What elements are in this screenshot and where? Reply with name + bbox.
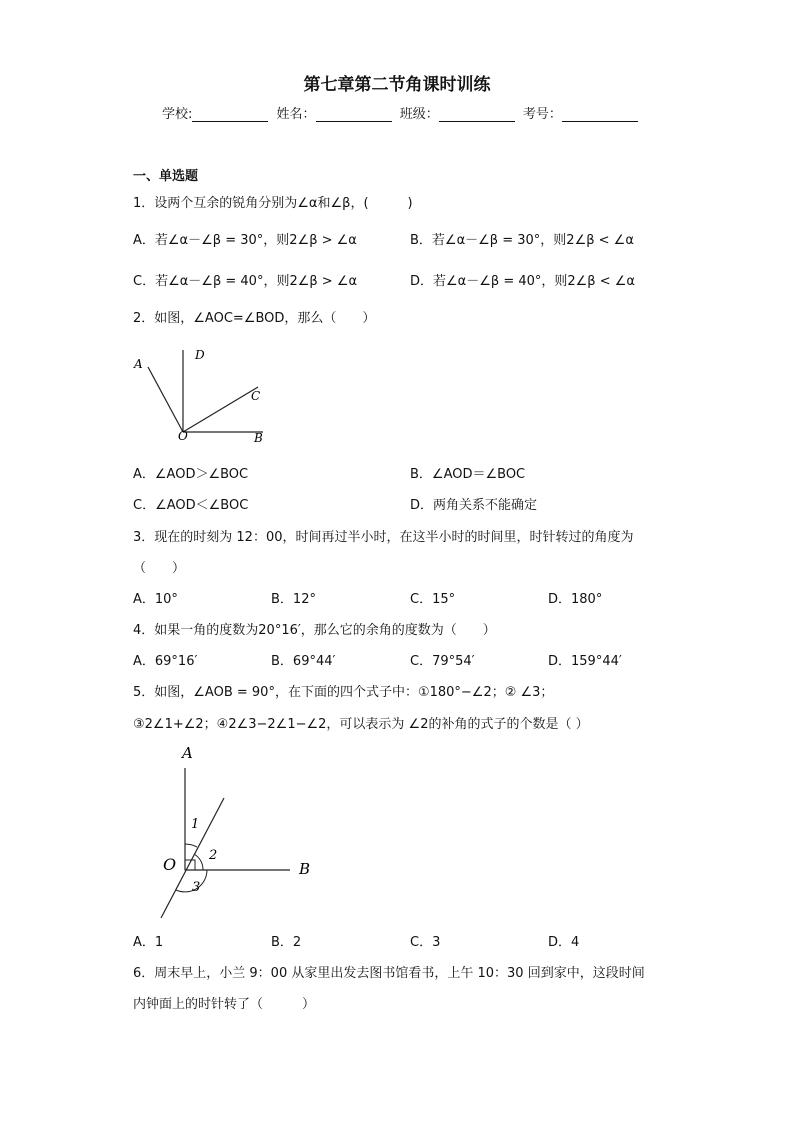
q4-option-d[interactable]: D．159°44′ bbox=[548, 654, 622, 669]
q5-label-3: 3 bbox=[192, 880, 201, 895]
q2-label-o: O bbox=[178, 429, 188, 443]
question-5-stem-line2: ③2∠1+∠2；④2∠3−2∠1−∠2，可以表示为 ∠2的补角的式子的个数是（ ） bbox=[133, 717, 589, 732]
q5-label-a: A bbox=[182, 744, 193, 762]
q5-label-2: 2 bbox=[209, 848, 218, 863]
question-5-stem-line1: 5．如图，∠AOB = 90°，在下面的四个式子中：①180°−∠2；② ∠3； bbox=[133, 685, 554, 700]
q1-option-b[interactable]: B．若∠α－∠β = 30°，则2∠β < ∠α bbox=[410, 233, 634, 248]
question-3-stem-line1: 3．现在的时刻为 12：00，时间再过半小时，在这半小时的时间里，时针转过的角度为 bbox=[133, 530, 634, 545]
q5-option-a[interactable]: A．1 bbox=[133, 935, 164, 950]
q1-option-d[interactable]: D．若∠α－∠β = 40°，则2∠β < ∠α bbox=[410, 274, 635, 289]
class-label: 班级： bbox=[399, 107, 439, 122]
school-blank[interactable] bbox=[192, 107, 268, 122]
q2-label-c: C bbox=[251, 389, 261, 403]
q1-option-a[interactable]: A．若∠α－∠β = 30°，则2∠β > ∠α bbox=[133, 233, 357, 248]
student-info-line bbox=[162, 103, 642, 122]
q2-label-b: B bbox=[254, 431, 263, 445]
q4-option-c[interactable]: C．79°54′ bbox=[410, 654, 475, 669]
q5-option-d[interactable]: D．4 bbox=[548, 935, 580, 950]
question-4-stem: 4．如果一角的度数为20°16′，那么它的余角的度数为（ ） bbox=[133, 623, 496, 638]
q2-label-a: A bbox=[134, 357, 143, 371]
q4-option-a[interactable]: A．69°16′ bbox=[133, 654, 198, 669]
q5-label-1: 1 bbox=[191, 817, 200, 832]
number-label: 考号： bbox=[522, 107, 562, 122]
school-label: 学校: bbox=[162, 107, 193, 122]
section-heading: 一、单选题 bbox=[133, 169, 199, 184]
q3-option-b[interactable]: B．12° bbox=[271, 592, 316, 607]
class-blank[interactable] bbox=[439, 107, 515, 122]
q5-label-o: O bbox=[163, 855, 177, 874]
question-2-stem: 2．如图，∠AOC=∠BOD，那么（ ） bbox=[133, 311, 376, 326]
q4-option-b[interactable]: B．69°44′ bbox=[271, 654, 336, 669]
q3-option-c[interactable]: C．15° bbox=[410, 592, 456, 607]
q5-option-c[interactable]: C．3 bbox=[410, 935, 441, 950]
question-1-stem: 1．设两个互余的锐角分别为∠α和∠β，( ) bbox=[133, 196, 413, 211]
question-6-stem-line1: 6．周末早上，小兰 9：00 从家里出发去图书馆看书，上午 10：30 回到家中，这段时间 bbox=[133, 966, 645, 981]
question-3-stem-line2: （ ） bbox=[133, 561, 186, 576]
name-label: 姓名： bbox=[276, 107, 316, 122]
q5-option-b[interactable]: B．2 bbox=[271, 935, 302, 950]
question-6-stem-line2: 内钟面上的时针转了（ ） bbox=[133, 997, 316, 1012]
q2-option-a[interactable]: A．∠AOD＞∠BOC bbox=[133, 467, 249, 482]
q2-angle-figure bbox=[128, 345, 278, 450]
q3-option-d[interactable]: D．180° bbox=[548, 592, 603, 607]
q5-label-b: B bbox=[299, 860, 311, 878]
number-blank[interactable] bbox=[562, 107, 638, 122]
q1-option-c[interactable]: C．若∠α－∠β = 40°，则2∠β > ∠α bbox=[133, 274, 358, 289]
q5-angle-figure bbox=[150, 740, 330, 925]
q2-option-b[interactable]: B．∠AOD＝∠BOC bbox=[410, 467, 526, 482]
page-title: 第七章第二节角课时训练 bbox=[303, 75, 491, 95]
q2-option-d[interactable]: D．两角关系不能确定 bbox=[410, 498, 538, 513]
q2-label-d: D bbox=[195, 348, 205, 362]
name-blank[interactable] bbox=[316, 107, 392, 122]
q3-option-a[interactable]: A．10° bbox=[133, 592, 178, 607]
q2-option-c[interactable]: C．∠AOD＜∠BOC bbox=[133, 498, 249, 513]
